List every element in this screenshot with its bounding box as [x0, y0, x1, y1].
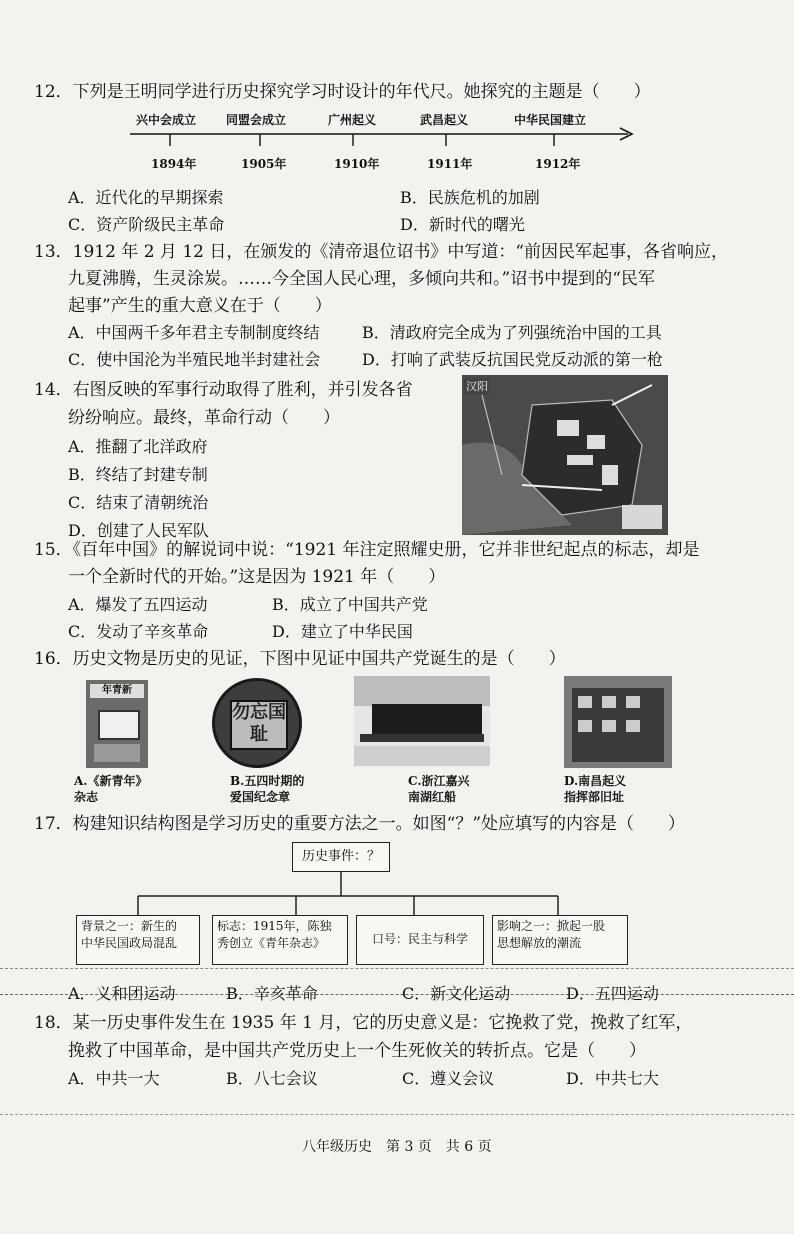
page-footer: 八年级历史 第 3 页 共 6 页 — [302, 1139, 492, 1155]
q14-option-c[interactable]: C．结束了清朝统治 — [68, 493, 209, 512]
q16-caption-c[interactable]: C.浙江嘉兴 南湖红船 — [408, 774, 470, 804]
q16-caption-a[interactable]: A.《新青年》 杂志 — [74, 774, 148, 804]
q16-caption-d[interactable]: D.南昌起义 指挥部旧址 — [564, 774, 627, 804]
q18-line-2: 挽救了中国革命，是中国共产党历史上一个生死攸关的转折点。它是（ ） — [68, 1041, 646, 1061]
timeline-year: 1910年 — [334, 157, 380, 171]
q14-option-d[interactable]: D．创建了人民军队 — [68, 521, 209, 540]
q15-option-b[interactable]: B．成立了中国共产党 — [272, 595, 428, 614]
timeline-event: 中华民国建立 — [514, 113, 587, 127]
knowledge-map-connectors — [60, 872, 640, 918]
q15-line-2: 一个全新时代的开始。”这是因为 1921 年（ ） — [68, 567, 446, 587]
q15-option-d[interactable]: D．建立了中华民国 — [272, 622, 413, 641]
q13-option-c[interactable]: C．使中国沦为半殖民地半封建社会 — [68, 350, 321, 369]
q12-stem: 12．下列是王明同学进行历史探究学习时设计的年代尺。她探究的主题是（ ） — [34, 82, 651, 102]
magazine-title: 年青新 — [90, 684, 144, 698]
q18-option-c[interactable]: C．遵义会议 — [402, 1069, 495, 1088]
timeline-event: 同盟会成立 — [226, 113, 287, 127]
q12-option-b[interactable]: B．民族危机的加剧 — [400, 188, 540, 207]
q13-line-1: 13．1912 年 2 月 12 日，在颁发的《清帝退位诏书》中写道：“前因民军起事，各省响应， — [34, 242, 729, 262]
q13-option-d[interactable]: D．打响了武装反抗国民党反动派的第一枪 — [362, 350, 663, 369]
q13-option-b[interactable]: B．清政府完全成为了列强统治中国的工具 — [362, 323, 662, 342]
knowledge-box-marker: 标志：1915年，陈独 秀创立《青年杂志》 — [212, 915, 348, 965]
map-label: 汉阳 — [466, 380, 488, 393]
q15-option-c[interactable]: C．发动了辛亥革命 — [68, 622, 209, 641]
q12-option-c[interactable]: C．资产阶级民主革命 — [68, 215, 225, 234]
q13-line-3: 起事”产生的重大意义在于（ ） — [68, 296, 332, 316]
q15-line-1: 15．《百年中国》的解说词中说：“1921 年注定照耀史册，它并非世纪起点的标志，却是 — [34, 540, 700, 560]
wuchang-uprising-map — [462, 375, 668, 535]
q17-option-d[interactable]: D．五四运动 — [566, 984, 659, 1003]
q13-option-a[interactable]: A．中国两千多年君主专制制度终结 — [68, 323, 320, 342]
q12-option-a[interactable]: A．近代化的早期探索 — [68, 188, 224, 207]
timeline-year: 1912年 — [535, 157, 581, 171]
q14-line-2: 纷纷响应。最终，革命行动（ ） — [68, 408, 340, 428]
q15-option-a[interactable]: A．爆发了五四运动 — [68, 595, 208, 614]
knowledge-box-background: 背景之一：新生的 中华民国政局混乱 — [76, 915, 200, 965]
knowledge-box-influence: 影响之一：掀起一股 思想解放的潮流 — [492, 915, 628, 965]
patriotic-badge-image — [212, 678, 302, 768]
scan-fold-line — [0, 968, 794, 969]
timeline-event: 广州起义 — [328, 113, 377, 127]
q14-line-1: 14．右图反映的军事行动取得了胜利，并引发各省 — [34, 380, 413, 400]
q14-option-b[interactable]: B．终结了封建专制 — [68, 465, 208, 484]
timeline-year: 1911年 — [427, 157, 473, 171]
q12-option-d[interactable]: D．新时代的曙光 — [400, 215, 525, 234]
knowledge-box-slogan: 口号：民主与科学 — [356, 915, 484, 965]
q18-option-a[interactable]: A．中共一大 — [68, 1069, 160, 1088]
q16-caption-b[interactable]: B.五四时期的 爱国纪念章 — [230, 774, 305, 804]
timeline-year: 1894年 — [151, 157, 197, 171]
timeline-year: 1905年 — [241, 157, 287, 171]
q17-option-c[interactable]: C．新文化运动 — [402, 984, 511, 1003]
red-boat-image — [354, 676, 490, 766]
q16-stem: 16．历史文物是历史的见证，下图中见证中国共产党诞生的是（ ） — [34, 649, 566, 669]
q18-line-1: 18．某一历史事件发生在 1935 年 1 月，它的历史意义是：它挽救了党，挽救了红军， — [34, 1013, 693, 1033]
q18-option-b[interactable]: B．八七会议 — [226, 1069, 318, 1088]
timeline-event: 兴中会成立 — [136, 113, 197, 127]
badge-text: 勿忘国耻 — [230, 700, 288, 750]
timeline-event: 武昌起义 — [420, 113, 469, 127]
nanchang-building-image — [564, 676, 672, 768]
knowledge-map-top: 历史事件：？ — [292, 842, 390, 872]
q17-option-b[interactable]: B．辛亥革命 — [226, 984, 318, 1003]
new-youth-magazine-image — [86, 680, 148, 768]
q14-option-a[interactable]: A．推翻了北洋政府 — [68, 437, 208, 456]
q17-stem: 17．构建知识结构图是学习历史的重要方法之一。如图“？”处应填写的内容是（ ） — [34, 814, 686, 834]
q18-option-d[interactable]: D．中共七大 — [566, 1069, 659, 1088]
q17-option-a[interactable]: A．义和团运动 — [68, 984, 176, 1003]
scan-fold-line — [0, 1114, 794, 1115]
q13-line-2: 九夏沸腾，生灵涂炭。……今全国人民心理，多倾向共和。”诏书中提到的“民军 — [68, 269, 655, 289]
